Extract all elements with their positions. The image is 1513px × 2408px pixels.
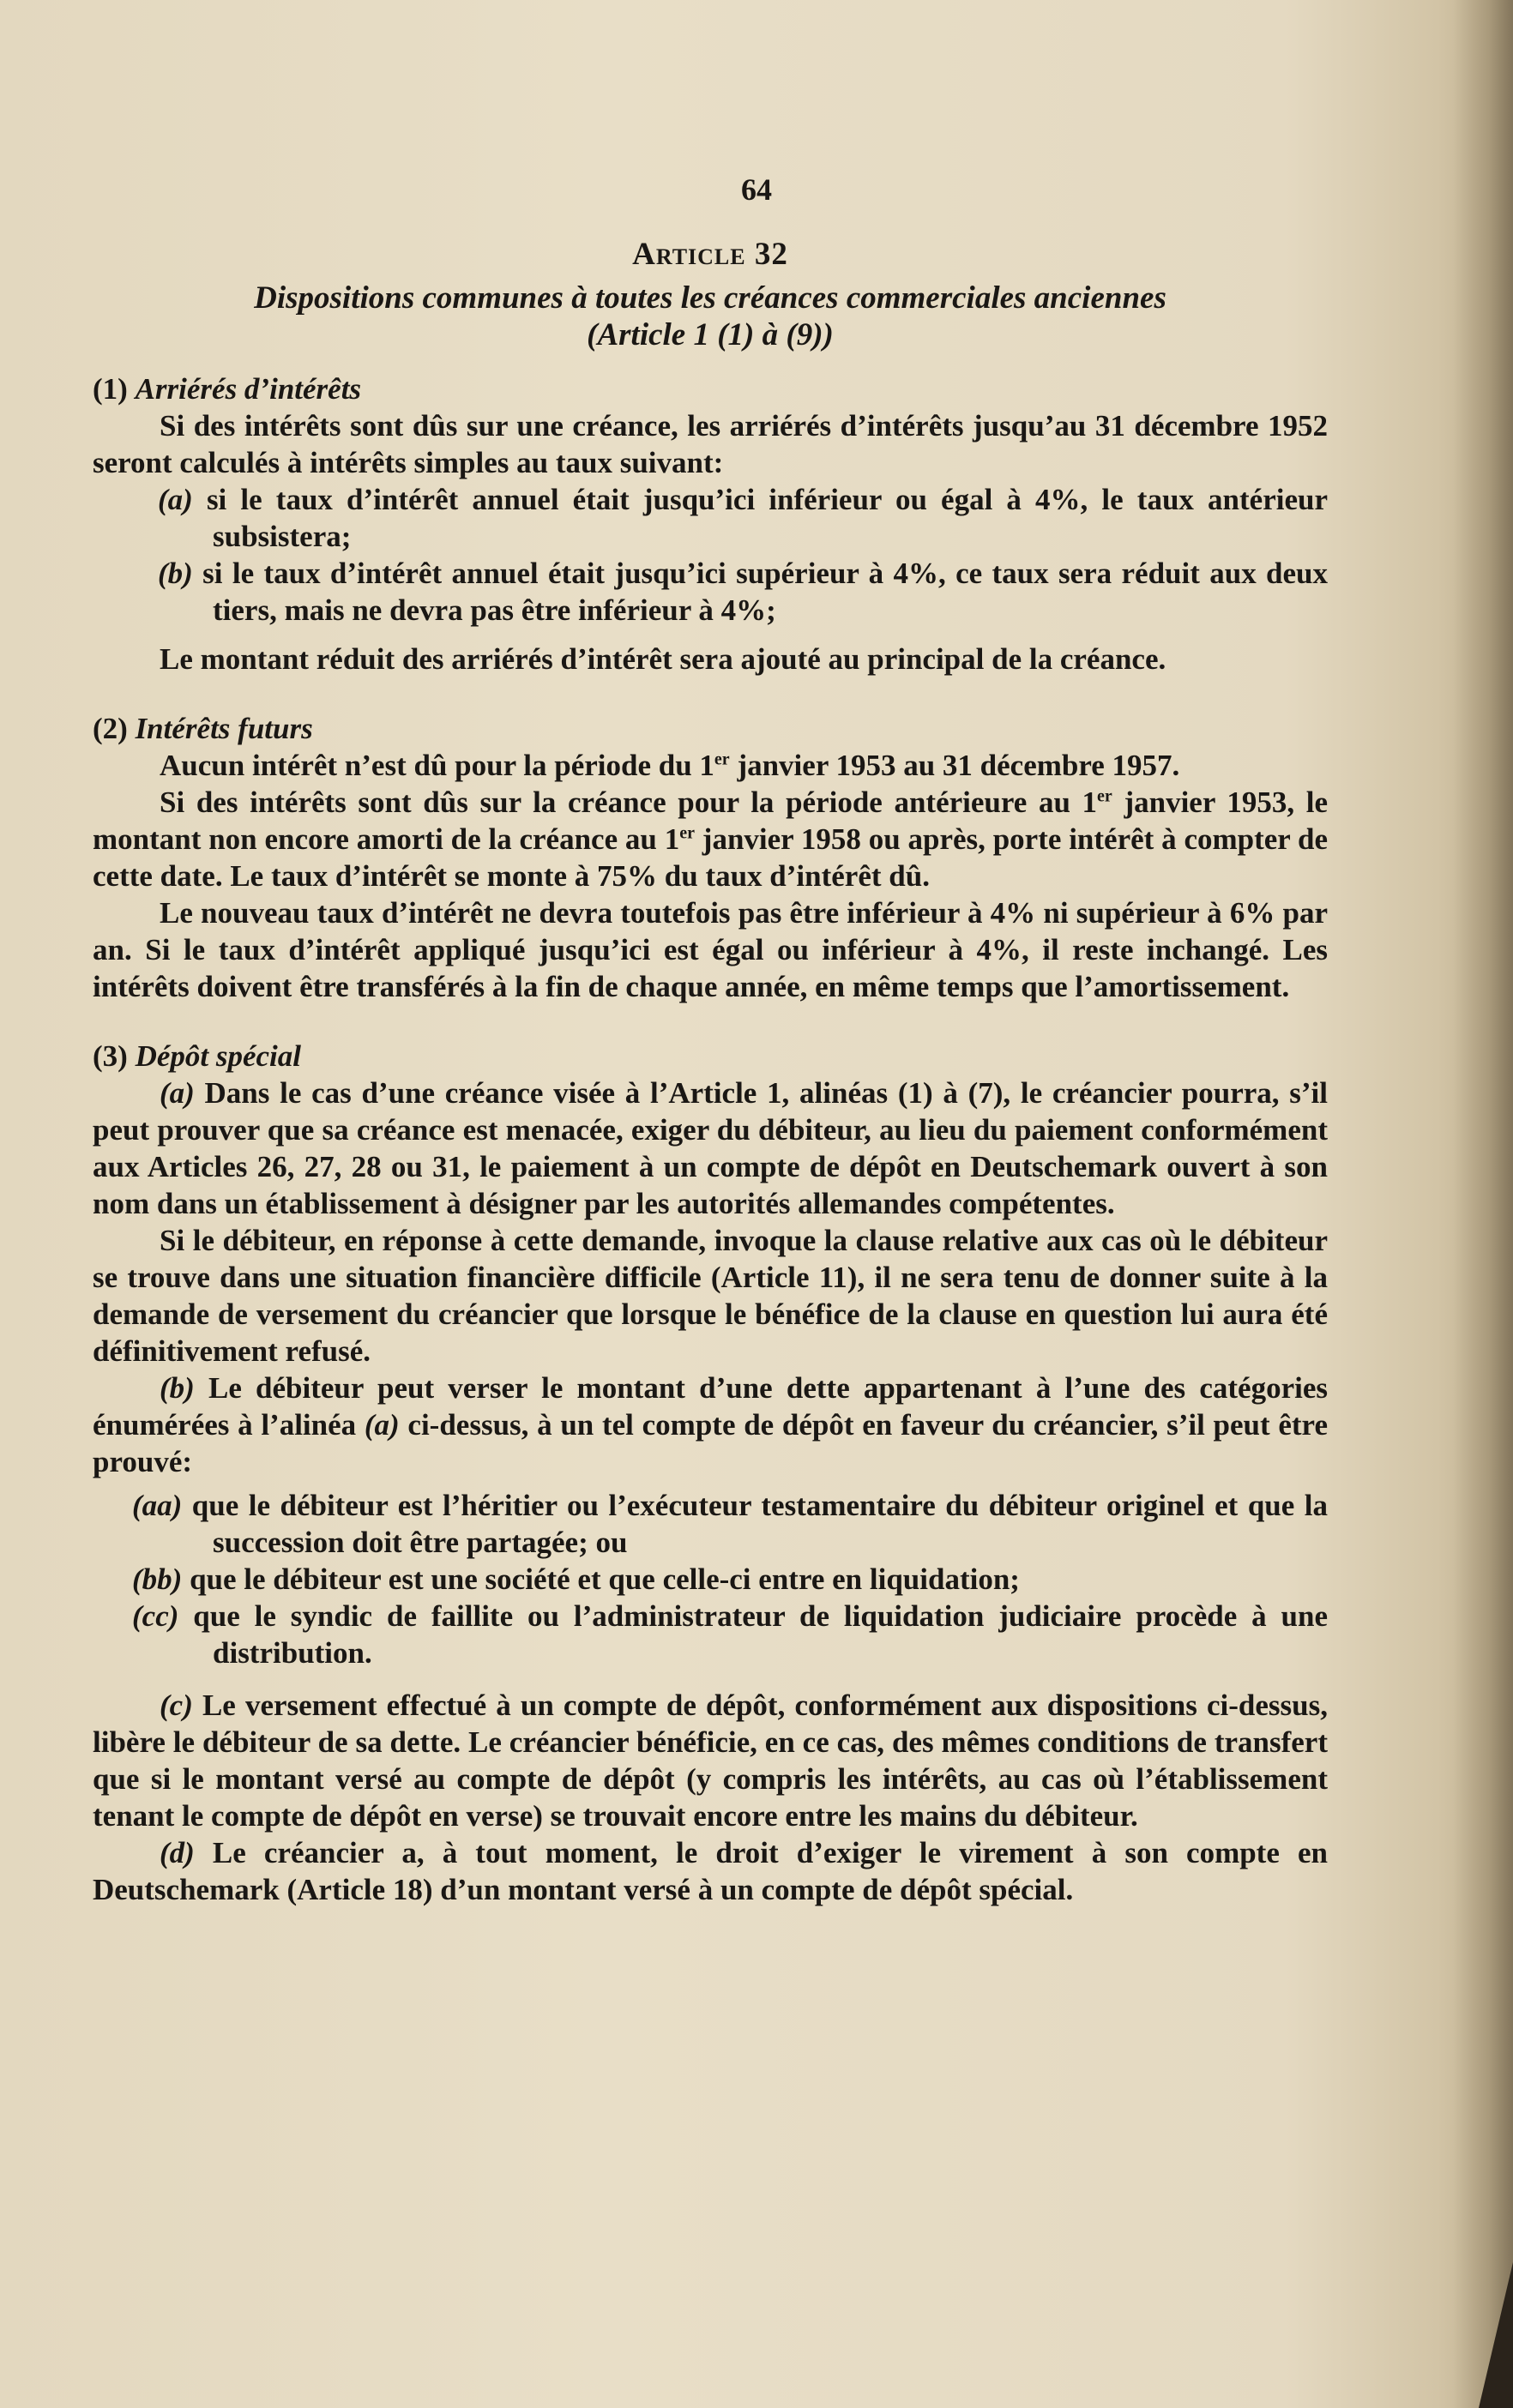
- list-item: [93, 1561, 1328, 1598]
- item-label: (aa): [132, 1489, 183, 1522]
- paragraph: Si le débiteur, en réponse à cette demande, invoque la clause relative aux cas où le débiteur se trouve dans une situation financière difficile (Article 11), il ne sera tenu de donner suite à la demande de versement du créancier que lorsque le bénéfice de la clause en question lui aura été définitivement refusé.: [93, 1224, 1328, 1368]
- list-item: [93, 555, 1328, 629]
- superscript: er: [679, 823, 695, 843]
- item-text: si le taux d’intérêt annuel était jusqu’ici inférieur ou égal à 4%, le taux antérieur subsistera;: [206, 483, 1328, 553]
- section-number: (1): [93, 372, 128, 406]
- list-item: [93, 481, 1328, 555]
- section-number: (3): [93, 1039, 128, 1073]
- item-text: que le débiteur est l’héritier ou l’exécuteur testamentaire du débiteur originel et que la succession doit être partagée; ou: [191, 1489, 1328, 1559]
- item-label: (bb): [132, 1562, 183, 1596]
- paragraph: Si des intérêts sont dûs sur une créance, les arriérés d’intérêts jusqu’au 31 décembre 1952 seront calculés à intérêts simples au taux suivant:: [93, 409, 1328, 479]
- text-run: Si des intérêts sont dûs sur la créance pour la période antérieure au 1: [160, 786, 1098, 819]
- section-3-heading: [93, 1038, 1328, 1075]
- text-run: ci-dessus, à un tel compte de dépôt en faveur du créancier, s’il peut être prouvé:: [93, 1408, 1328, 1478]
- paragraph: Le montant réduit des arriérés d’intérêt sera ajouté au principal de la créance.: [160, 642, 1166, 676]
- section-number: (2): [93, 712, 128, 745]
- text-run: Le créancier a, à tout moment, le droit d’exiger le virement à son compte en Deutschemark (Article 18) d’un montant versé à un compte de dépôt spécial.: [93, 1836, 1328, 1906]
- item-label: (a): [158, 483, 193, 516]
- superscript: er: [1097, 786, 1112, 806]
- section-1-heading: [93, 370, 1328, 407]
- item-label: (b): [158, 557, 193, 590]
- paragraph: [93, 747, 1328, 784]
- item-label: (c): [160, 1689, 193, 1722]
- item-label: (b): [160, 1371, 195, 1405]
- item-label: (cc): [132, 1599, 179, 1633]
- item-label: (d): [160, 1836, 195, 1869]
- reference: (a): [364, 1408, 400, 1442]
- page-edge-shadow: [1453, 0, 1513, 2408]
- text-run: janvier 1958 ou après, porte intérêt à compter de cette date. Le taux d’intérêt se monte à 75% du taux d’intérêt dû.: [93, 822, 1328, 893]
- paragraph: [93, 1687, 1328, 1834]
- item-text: que le syndic de faillite ou l’administrateur de liquidation judiciaire procède à une distribution.: [193, 1599, 1328, 1670]
- list-item: [93, 1487, 1328, 1561]
- paragraph: [93, 784, 1328, 894]
- section-title: Dépôt spécial: [135, 1039, 301, 1073]
- text-run: Dans le cas d’une créance visée à l’Article 1, alinéas (1) à (7), le créancier pourra, s’il peut prouver que sa créance est menacée, exiger du débiteur, au lieu du paiement conformément aux Articles 26, 27, 28 ou 31, le paiement à un compte de dépôt en Deutschemark ouvert à son nom dans un établissement à désigner par les autorités allemandes compétentes.: [93, 1076, 1328, 1220]
- list-item: [93, 1598, 1328, 1671]
- article-subtitle-line-1: Dispositions communes à toutes les créances commerciales anciennes: [254, 280, 1166, 316]
- section-2-heading: [93, 710, 1328, 747]
- text-run: Le débiteur peut verser le montant d’une dette appartenant à l’une des catégories énumérées à l’alinéa: [93, 1371, 1328, 1442]
- article-subtitle-line-2: (Article 1 (1) à (9)): [587, 317, 834, 352]
- item-text: si le taux d’intérêt annuel était jusqu’ici supérieur à 4%, ce taux sera réduit aux deux tiers, mais ne devra pas être inférieur à 4%;: [202, 557, 1329, 627]
- section-title: Intérêts futurs: [135, 712, 313, 745]
- item-text: que le débiteur est une société et que celle-ci entre en liquidation;: [190, 1562, 1020, 1596]
- item-label: (a): [160, 1076, 195, 1110]
- paragraph: [93, 1075, 1328, 1222]
- page-body: [93, 236, 1328, 1908]
- page-number: 64: [741, 172, 772, 207]
- page-corner: [1479, 2262, 1513, 2408]
- article-title: Article 32: [632, 237, 788, 272]
- text-run: janvier 1953 au 31 décembre 1957.: [729, 749, 1180, 782]
- superscript: er: [714, 749, 730, 769]
- text-run: Le versement effectué à un compte de dépôt, conformément aux dispositions ci-dessus, libère le débiteur de sa dette. Le créancier bénéficie, en ce cas, des mêmes conditions de transfert que si le montant versé au compte de dépôt (y compris les intérêts, au cas où l’établissement tenant le compte de dépôt en verse) se trouvait encore entre les mains du débiteur.: [93, 1689, 1328, 1833]
- paragraph: [93, 1370, 1328, 1480]
- paragraph: Le nouveau taux d’intérêt ne devra toutefois pas être inférieur à 4% ni supérieur à 6% par an. Si le taux d’intérêt appliqué jusqu’ici est égal ou inférieur à 4%, il reste inchangé. Les intérêts doivent être transférés à la fin de chaque année, en même temps que l’amortissement.: [93, 896, 1328, 1003]
- text-run: Aucun intérêt n’est dû pour la période du 1: [160, 749, 714, 782]
- text-run: janvier 1953, le montant non encore amorti de la créance au 1: [93, 786, 1329, 856]
- section-title: Arriérés d’intérêts: [135, 372, 362, 406]
- paragraph: [93, 1834, 1328, 1908]
